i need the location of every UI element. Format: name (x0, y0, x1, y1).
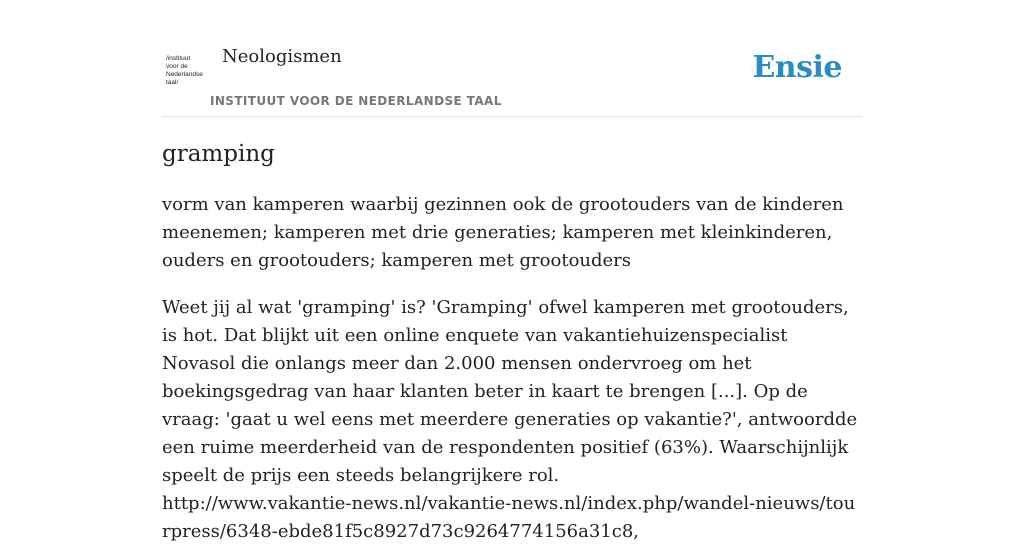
logo-line: /instituut (166, 55, 191, 62)
example-text: Weet jij al wat 'gramping' is? 'Gramping' ofwel kamperen met grootouders, is hot. Dat blijkt uit een online enquete van vakantiehuizenspecialist Novasol die onlangs meer dan 2.000 mensen ondervroeg om het boekingsgedrag van haar klanten beter in kaart te brengen [...]. Op de vraag: 'gaat u wel eens met meerdere generaties op vakantie?', antwoordde een ruime meerderheid van de respondenten positief (63%). Waarschijnlijk speelt de prijs een steeds belangrijkere rol. (162, 297, 858, 486)
entry-definition: vorm van kamperen waarbij gezinnen ook de grootouders van de kinderen meenemen; kamperen met drie generaties; kamperen met kleinkinderen, ouders en grootouders; kamperen met grootouders (162, 194, 844, 271)
ivdnt-logo[interactable] (166, 55, 208, 87)
source-link[interactable]: http://www.vakantie-news.nl/vakantie-news.nl/index.php/wandel-nieuws/tourpress/6348-ebde81f5c8927d73c9264774156a31c8, (162, 493, 856, 542)
entry-content (162, 138, 862, 546)
logo-line: taal/ (166, 79, 179, 86)
entry-headword: gramping (162, 141, 275, 167)
logo-line: voor de (166, 63, 188, 70)
site-title-link[interactable]: Neologismen (222, 46, 342, 67)
site-header (162, 0, 862, 117)
ensie-logo-link[interactable]: Ensie (752, 50, 842, 85)
entry-example-quote (162, 294, 862, 546)
logo-line: Nederlandse (166, 71, 203, 78)
organization-name: INSTITUUT VOOR DE NEDERLANDSE TAAL (210, 94, 502, 108)
